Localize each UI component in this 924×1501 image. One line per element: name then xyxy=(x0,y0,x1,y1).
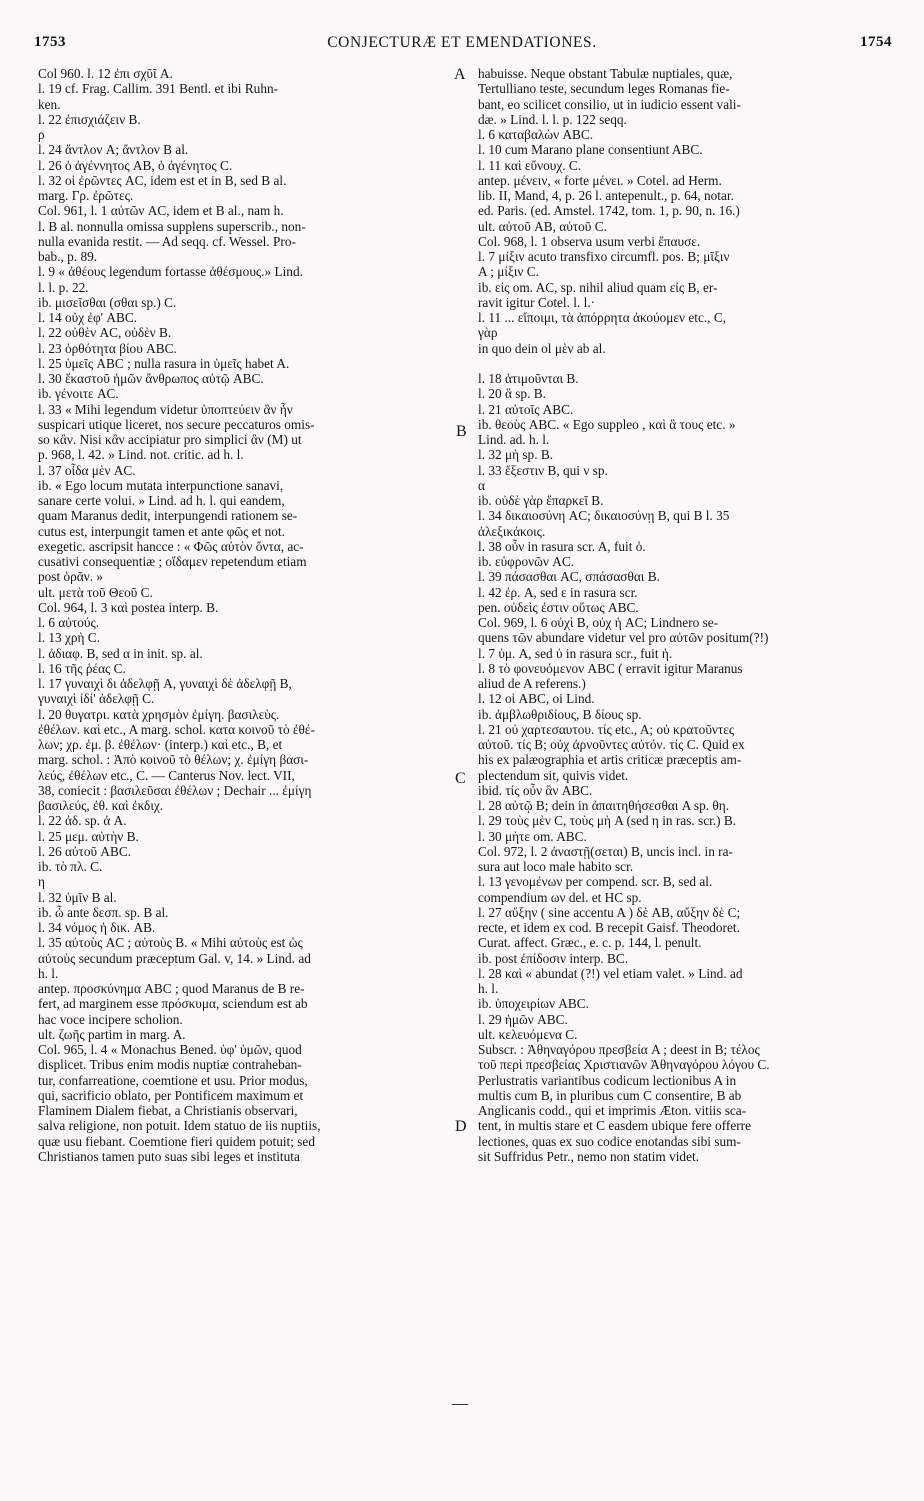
left-column-line: h. l. xyxy=(38,965,59,981)
right-column-line: ib. θεοὺς ABC. « Ego suppleo , καὶ ἃ τους etc. » xyxy=(478,416,736,432)
left-column-line: ult. μετὰ τοῦ Θεοῦ C. xyxy=(38,584,153,600)
margin-letter-d: D xyxy=(455,1118,467,1135)
margin-letter-b: B xyxy=(456,423,467,440)
right-column-line: plectendum sit, quivis videt. xyxy=(478,767,629,783)
left-column-line: l. 22 οὐθὲν AC, οὐδὲν B. xyxy=(38,325,172,341)
right-column-line: ult. αὐτοῦ AB, αὐτοῦ C. xyxy=(478,218,607,234)
right-column-line: l. 27 αὔξην ( sine accentu A ) δὲ AB, αὔξην δὲ C; xyxy=(478,904,741,920)
right-column-line: Curat. affect. Græc., e. c. p. 144, l. penult. xyxy=(478,935,702,951)
right-column-line: l. 20 ἃ sp. B. xyxy=(478,386,546,402)
left-column-line: l. 24 ἄντλον A; ἄντλον B al. xyxy=(38,142,189,158)
left-column-line: cutus est, interpungit tamen et ante φῶς et not. xyxy=(38,523,285,539)
right-column-line: compendium ων del. et HC sp. xyxy=(478,889,642,905)
left-column-line: ἐθέλων. καὶ etc., A marg. schol. κατα κοινοῦ τὸ ἐθέ- xyxy=(38,721,315,737)
left-column-line: l. 17 γυναιχὶ δι ἀδελφῇ A, γυναιχὶ δὲ ἀδελφῇ B, xyxy=(38,676,292,691)
left-column-line: post ὁρᾶν. » xyxy=(38,569,104,585)
left-column-line: nulla evanida restit. — Ad seqq. cf. Wessel. Pro- xyxy=(38,233,296,249)
right-column-line: ibid. τίς οὖν ἂν ABC. xyxy=(478,782,593,798)
right-column-line: dæ. » Lind. l. l. p. 122 seqq. xyxy=(478,111,627,127)
left-column-line: qui, sacrificio oblato, per Pontificem maximum et xyxy=(38,1087,304,1103)
left-column-line: quam Maranus dedit, interpungendi rationem se- xyxy=(38,508,298,524)
right-column-line: αὐτοῦ. τίς B; οὐχ ἀρνοῦντες αὐτόν. τίς C. Quid ex xyxy=(478,737,745,752)
right-column-line: Perlustratis variantibus codicum lectionibus A in xyxy=(478,1072,737,1088)
right-column-line: tent, in multis stare et C easdem ubique fere offerre xyxy=(478,1118,751,1134)
right-column-line: ib. ὑποχειρίων ABC. xyxy=(478,996,589,1012)
right-column-line: in quo dein ol μὲν ab al. xyxy=(478,340,606,356)
right-column-line: ἀλεξικάκοις. xyxy=(478,523,546,539)
right-column-line: α xyxy=(478,477,485,493)
left-column-line: suspicari utique liceret, nos secure peccaturos omis- xyxy=(38,416,315,432)
left-column-line: bab., p. 89. xyxy=(38,249,98,264)
right-column-line: l. 33 ἔξεστιν B, qui ν sp. xyxy=(478,462,608,478)
left-column-line: tur, confarreatione, coemtione et usu. Prior modus, xyxy=(38,1072,308,1088)
right-column-line: ult. κελευόμενα C. xyxy=(478,1026,578,1042)
left-column-line: l. 30 ἕκαστοῦ ἡμῶν ἄνθρωπος αὐτῷ ABC. xyxy=(38,371,264,386)
left-column-line: ib. γένοιτε AC. xyxy=(38,386,119,402)
right-column-line: γὰρ xyxy=(478,325,498,341)
left-column-line: λων; χρ. ἐμ. β. ἐθέλων· (interp.) καὶ etc., B, et xyxy=(38,737,283,752)
left-column-line: l. l. p. 22. xyxy=(38,279,89,295)
left-column-line: l. 9 « ἀθέους legendum fortasse ἀθέσμους.» Lind. xyxy=(38,264,303,280)
left-column-line: so κἂν. Nisi κἂν accipiatur pro simplici ἂν (M) ut xyxy=(38,432,302,447)
left-column-line: Col. 961, l. 1 αὐτῶν AC, idem et B al., nam h. xyxy=(38,203,284,219)
right-column-line: l. 13 γενομένων per compend. scr. B, sed al. xyxy=(478,874,713,890)
right-column-line: ravit igitur Cotel. l. l.· xyxy=(478,294,596,310)
left-column-line: l. 19 cf. Frag. Callim. 391 Bentl. et ibi Ruhn- xyxy=(38,81,279,97)
right-column-line: Col. 969, l. 6 οὐχὶ B, οὐχ ἡ AC; Lindnero se- xyxy=(478,615,719,630)
right-column-line: his ex palæographia et artis criticæ præceptis am- xyxy=(478,752,742,768)
left-column-line: l. 32 οἱ ἐρῶντες AC, idem est et in B, sed B al. xyxy=(38,172,287,188)
left-column-line: l. 25 ὑμεῖς ABC ; nulla rasura in ὑμεῖς habet A. xyxy=(38,355,290,371)
right-column-line: Tertulliano teste, secundum leges Romanas fie- xyxy=(478,81,730,97)
left-column-line: ken. xyxy=(38,96,61,112)
right-column-line: sura aut loco male habito scr. xyxy=(478,859,634,874)
right-column-line: ib. εὐφρονῶν AC. xyxy=(478,554,575,569)
right-column-line: l. 18 ἀτιμοῦνται B. xyxy=(478,371,579,386)
right-column-line: l. 8 τὸ φονευόμενον ABC ( erravit igitur Maranus xyxy=(478,660,743,676)
right-column-line: recte, et idem ex cod. B recepit Gaisf. Theodoret. xyxy=(478,920,740,935)
right-column-line: Subscr. : Ἀθηναγόρου πρεσβεία A ; deest in B; τέλος xyxy=(478,1042,760,1057)
left-column xyxy=(38,66,448,1164)
left-column-line: l. 20 θυγατρι. κατὰ χρησμὸν ἐμίγη. βασιλεὺς. xyxy=(38,706,280,722)
left-column-line: l. B al. nonnulla omissa supplens superscrib., non- xyxy=(38,218,306,234)
page-number-right: 1754 xyxy=(860,34,892,50)
left-column-line: l. 23 ὀρθότητα βίου ABC. xyxy=(38,340,177,356)
left-column-line: ib. μισεῖσθαι (σθαι sp.) C. xyxy=(38,294,177,310)
left-column-line: exegetic. ascripsit hancce : « Φῶς αὐτὸν ὄντα, ac- xyxy=(38,538,304,554)
running-title: CONJECTURÆ ET EMENDATIONES. xyxy=(327,34,597,51)
right-column-line: l. 6 καταβαλὼν ABC. xyxy=(478,127,594,142)
right-column-line: bant, eo scilicet consilio, ut in iudicio essent vali- xyxy=(478,96,741,112)
left-column-line: λεύς, ἐθέλων etc., C. — Canterus Nov. lect. VII, xyxy=(38,767,295,783)
left-column-line: γυναιχὶ ἰδί' ἀδελφῇ C. xyxy=(38,691,155,707)
margin-letter-a: A xyxy=(454,66,466,83)
right-column-line: l. 21 αὐτοῖς ABC. xyxy=(478,401,574,417)
left-column-line: antep. προσκύνημα ABC ; quod Maranus de B re- xyxy=(38,981,305,996)
left-column-line: l. 32 ὑμῖν B al. xyxy=(38,889,117,905)
left-column-line: cusativi consequentiæ ; οἴδαμεν repetendum etiam xyxy=(38,554,307,569)
left-column-line: ult. ζωῆς partim in marg. A. xyxy=(38,1026,186,1042)
left-column-line: l. 6 αὐτούς. xyxy=(38,615,100,630)
left-column-line: hac voce incipere scholion. xyxy=(38,1011,183,1027)
footer-rule xyxy=(452,1404,468,1405)
left-column-line: Col. 964, l. 3 καὶ postea interp. B. xyxy=(38,599,219,615)
right-column-line: l. 30 μὴτε om. ABC. xyxy=(478,828,587,844)
right-column xyxy=(478,66,888,1164)
left-column-line: marg. schol. : Ἀπὸ κοινοῦ τὸ θέλων; χ. ἐμίγη βασι- xyxy=(38,752,309,768)
right-column-line: l. 7 ὑμ. A, sed ὑ in rasura scr., fuit ἡ. xyxy=(478,645,673,661)
left-column-line: βασιλεύς, ἐθ. καὶ ἐκδιχ. xyxy=(38,798,164,813)
right-column-line: l. 29 ἡμῶν ABC. xyxy=(478,1011,568,1027)
right-column-line: l. 38 οὖν in rasura scr. A, fuit ὁ. xyxy=(478,538,646,554)
left-column-line: Col. 965, l. 4 « Monachus Bened. ὑφ' ὑμῶν, quod xyxy=(38,1042,302,1057)
left-column-line: Flaminem Dialem fiebat, a Christianis observari, xyxy=(38,1103,298,1118)
left-column-line: ib. ὦ ante δεσπ. sp. B al. xyxy=(38,904,169,920)
right-column-line: habuisse. Neque obstant Tabulæ nuptiales, quæ, xyxy=(478,66,733,81)
left-column-line: fert, ad marginem esse πρόσκυμα, sciendum est ab xyxy=(38,996,308,1012)
right-column-line: l. 42 ἐρ. A, sed ε in rasura scr. xyxy=(478,584,638,600)
left-column-line: l. ἀδιαφ. B, sed α in init. sp. al. xyxy=(38,645,203,661)
right-column-line: h. l. xyxy=(478,981,499,996)
left-column-line: l. 37 οἶδα μὲν AC. xyxy=(38,462,136,478)
right-column-line: Col. 972, l. 2 ἀναστῇ(σεται) B, uncis incl. in ra- xyxy=(478,843,733,859)
right-column-line: quens τῶν abundare videtur vel pro αὐτῶν positum(?!) xyxy=(478,630,769,646)
right-column-line: l. 7 μίξιν acuto transfixo circumfl. pos. B; μῖξιν xyxy=(478,249,730,264)
left-column-line: l. 16 τῆς ῥέας C. xyxy=(38,660,126,676)
right-column-line: ed. Paris. (ed. Amstel. 1742, tom. 1, p. 90, n. 16.) xyxy=(478,203,740,219)
right-column-line: l. 21 οὐ χαρτεσαυτου. τίς etc., A; οὐ κρατοῦντες xyxy=(478,721,735,737)
right-column-line: lectiones, quas ex suo codice enotandas sibi sum- xyxy=(478,1133,741,1149)
left-column-line: salva religione, non potuit. Idem statuo de iis nuptiis, xyxy=(38,1118,321,1134)
left-column-line: αὐτοὺς secundum præceptum Gal. v, 14. » Lind. ad xyxy=(38,950,311,966)
right-column-line: l. 32 μὴ sp. B. xyxy=(478,447,554,463)
right-column-line: sit Suffridus Petr., nemo non statim videt. xyxy=(478,1148,699,1164)
right-column-line: aliud de A referens.) xyxy=(478,676,586,691)
right-column-line: Anglicanis codd., qui et imprimis Æton. vitiis sca- xyxy=(478,1103,747,1118)
left-column-line: p. 968, l. 42. » Lind. not. critic. ad h. l. xyxy=(38,447,244,463)
left-column-line: sanare certe volui. » Lind. ad h. l. qui eandem, xyxy=(38,493,285,508)
right-column-line: τοῦ περὶ πρεσβείας Χριστιανῶν Ἀθηναγόρου λόγου C. xyxy=(478,1057,770,1073)
left-column-line: l. 35 αὐτοὺς AC ; αὐτοὺς B. « Mihi αὐτοὺς est ὡς xyxy=(38,935,303,951)
right-column-line: l. 39 πάσασθαι AC, σπάσασθαι B. xyxy=(478,569,660,585)
margin-letter-c: C xyxy=(455,770,466,787)
left-column-line: l. 22 ἐπισχιάζειν B. xyxy=(38,111,141,127)
right-column-line: pen. οὐδεὶς ἐστιν οὕτως ABC. xyxy=(478,599,639,615)
right-column-line: l. 29 τοὺς μὲν C, τοὺς μὴ A (sed η in ras. scr.) B. xyxy=(478,813,737,829)
right-column-line: l. 28 αὐτῷ B; dein in ἀπαιτηθήσεσθαι A sp. θη. xyxy=(478,798,730,813)
right-column-line: l. 11 καὶ εὔνουχ. C. xyxy=(478,157,582,173)
left-column-line: marg. Γρ. ἐρῶτες. xyxy=(38,188,134,203)
left-column-line: 38, coniecit : βασιλεῦσαι ἐθέλων ; Dechair ... ἐμίγη xyxy=(38,782,312,798)
page-number-left: 1753 xyxy=(34,34,66,50)
left-column-line: Christianos tamen puto suas sibi leges et instituta xyxy=(38,1148,300,1164)
right-column-line xyxy=(478,356,888,371)
left-column-line: l. 26 ὁ ἀγέννητος AB, ὁ ἀγένητος C. xyxy=(38,157,233,173)
right-column-line: ib. εἰς om. AC, sp. nihil aliud quam εἰς B, er- xyxy=(478,279,718,295)
right-column-line: lib. II, Mand, 4, p. 26 l. antepenult., p. 64, notar. xyxy=(478,188,734,203)
left-column-line: ib. τὸ πλ. C. xyxy=(38,859,103,874)
left-column-line: l. 25 μεμ. αὐτὴν B. xyxy=(38,828,139,844)
right-column-line: Col. 968, l. 1 observa usum verbi ἔπαυσε. xyxy=(478,233,701,249)
left-column-line: l. 26 αὐτοῦ ABC. xyxy=(38,843,132,859)
right-column-line: ib. post ἐπίδοσιν interp. BC. xyxy=(478,950,629,966)
left-column-line: l. 14 οὐχ ἐφ' ABC. xyxy=(38,310,138,325)
right-column-line: ib. ἀμβλωθριδίους, B δίους sp. xyxy=(478,706,642,722)
left-column-line: Col 960. l. 12 ἐπι σχῦῖ A. xyxy=(38,66,173,81)
right-column-line: A ; μίξιν C. xyxy=(478,264,539,280)
left-column-line: l. 33 « Mihi legendum videtur ὑποπτεύειν ἂν ἦν xyxy=(38,401,293,417)
right-column-line: l. 11 ... εἴποιμι, τὰ ἀπόρρητα ἀκούομεν etc., C, xyxy=(478,310,727,325)
right-column-line: l. 28 καὶ « abundat (?!) vel etiam valet. » Lind. ad xyxy=(478,965,743,981)
right-column-line: ib. οὐδὲ γὰρ ἔπαρκεῖ B. xyxy=(478,493,604,508)
left-column-line: ρ xyxy=(38,127,45,142)
right-column-line: Lind. ad. h. l. xyxy=(478,432,550,447)
left-column-line: l. 13 χρὴ C. xyxy=(38,630,100,646)
left-column-line: quæ usu fiebant. Coemtione fieri quidem potuit; sed xyxy=(38,1133,315,1149)
right-column-line: l. 12 οἱ ABC, oi Lind. xyxy=(478,691,595,707)
left-column-line: displicet. Tribus enim modis nuptiæ contraheban- xyxy=(38,1057,302,1073)
left-column-line: η xyxy=(38,874,45,890)
right-column-line: l. 10 cum Marano plane consentiunt ABC. xyxy=(478,142,703,158)
right-column-line: l. 34 δικαιοσύνη AC; δικαιοσύνῃ B, qui B l. 35 xyxy=(478,508,730,524)
right-column-line: antep. μένειν, « forte μένει. » Cotel. ad Herm. xyxy=(478,172,722,188)
left-column-line: l. 34 νόμος ἡ δικ. AB. xyxy=(38,920,156,935)
left-column-line: l. 22 ἀδ. sp. ἀ A. xyxy=(38,813,127,829)
right-column-line: multis cum B, in pluribus cum C consentire, B ab xyxy=(478,1087,742,1103)
left-column-line: ib. « Ego locum mutata interpunctione sanavi, xyxy=(38,477,284,493)
